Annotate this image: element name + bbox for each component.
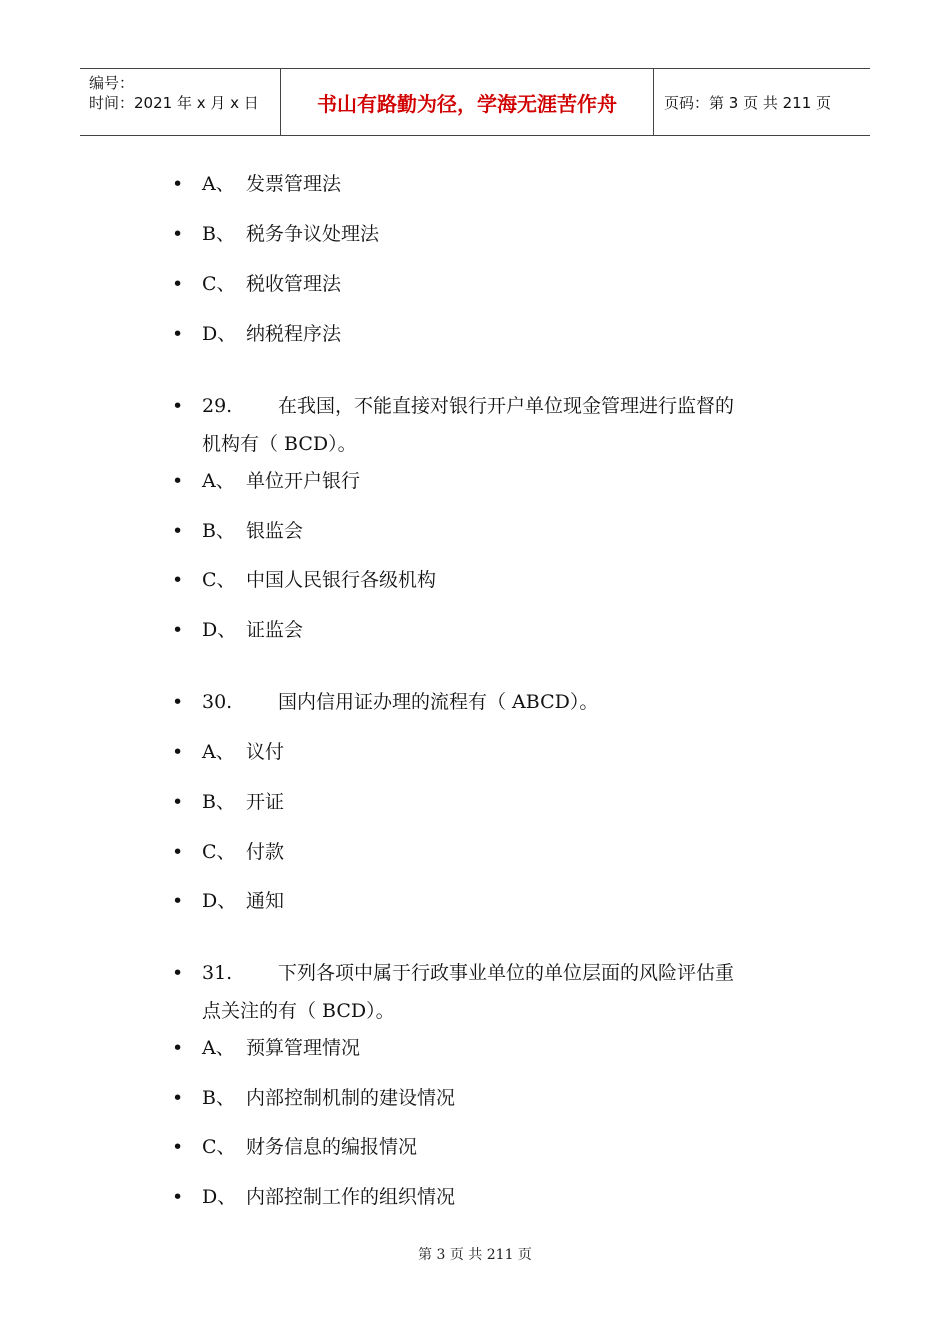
option-letter: A、 — [202, 1037, 235, 1059]
option-text: 发票管理法 — [246, 173, 342, 195]
option-text: 财务信息的编报情况 — [246, 1136, 418, 1158]
option-letter: D、 — [202, 323, 237, 345]
option-text: 预算管理情况 — [246, 1037, 361, 1059]
header-motto: 书山有路勤为径，学海无涯苦作舟 — [281, 69, 654, 135]
option-text: 税务争议处理法 — [246, 223, 380, 245]
bullet-icon — [172, 561, 180, 599]
bullet-icon — [172, 215, 180, 253]
question-text-continued: 机构有（ BCD）。 — [202, 433, 357, 455]
option-letter: C、 — [202, 569, 236, 591]
option-text: 纳税程序法 — [246, 323, 342, 345]
option-letter: B、 — [202, 791, 235, 813]
option-letter: B、 — [202, 1087, 235, 1109]
bullet-icon — [172, 1029, 180, 1067]
option-text: 付款 — [246, 841, 285, 863]
question-number: 29. — [202, 395, 233, 417]
bullet-icon — [172, 783, 180, 821]
bullet-icon — [172, 462, 180, 500]
option-text: 中国人民银行各级机构 — [246, 569, 437, 591]
option-text: 银监会 — [246, 520, 304, 542]
number-label: 编号： — [89, 74, 135, 92]
bullet-icon — [172, 265, 180, 303]
option-letter: A、 — [202, 470, 235, 492]
bullet-icon — [172, 611, 180, 649]
option-text: 内部控制机制的建设情况 — [246, 1087, 456, 1109]
bullet-icon — [172, 387, 180, 425]
question-text-continued: 点关注的有（ BCD）。 — [202, 1000, 395, 1022]
question-text: 下列各项中属于行政事业单位的单位层面的风险评估重 — [278, 962, 735, 984]
option-letter: D、 — [202, 619, 237, 641]
option-text: 通知 — [246, 890, 285, 912]
time-label: 时间：2021 年 x 月 x 日 — [89, 94, 259, 112]
bullet-icon — [172, 165, 180, 203]
bullet-icon — [172, 882, 180, 920]
option-letter: B、 — [202, 520, 235, 542]
option-text: 证监会 — [246, 619, 304, 641]
bullet-icon — [172, 1128, 180, 1166]
page-header — [80, 68, 870, 136]
option-letter: C、 — [202, 841, 236, 863]
option-letter: A、 — [202, 173, 235, 195]
option-text: 议付 — [246, 741, 285, 763]
question-text: 在我国，不能直接对银行开户单位现金管理进行监督的 — [278, 395, 735, 417]
option-letter: D、 — [202, 1186, 237, 1208]
option-letter: C、 — [202, 1136, 236, 1158]
question-number: 31. — [202, 962, 233, 984]
question-text: 国内信用证办理的流程有（ ABCD）。 — [278, 691, 599, 713]
page-footer: 第 3 页 共 211 页 — [418, 1247, 532, 1263]
option-text: 内部控制工作的组织情况 — [246, 1186, 456, 1208]
bullet-icon — [172, 512, 180, 550]
option-text: 开证 — [246, 791, 285, 813]
option-letter: B、 — [202, 223, 235, 245]
bullet-icon — [172, 733, 180, 771]
option-text: 单位开户银行 — [246, 470, 361, 492]
bullet-icon — [172, 315, 180, 353]
bullet-icon — [172, 954, 180, 992]
option-letter: D、 — [202, 890, 237, 912]
bullet-icon — [172, 833, 180, 871]
header-meta — [80, 69, 281, 135]
option-text: 税收管理法 — [246, 273, 342, 295]
bullet-icon — [172, 1079, 180, 1117]
option-letter: A、 — [202, 741, 235, 763]
question-number: 30. — [202, 691, 233, 713]
header-page-info: 页码：第 3 页 共 211 页 — [664, 93, 832, 112]
bullet-icon — [172, 1178, 180, 1216]
bullet-icon — [172, 683, 180, 721]
option-letter: C、 — [202, 273, 236, 295]
